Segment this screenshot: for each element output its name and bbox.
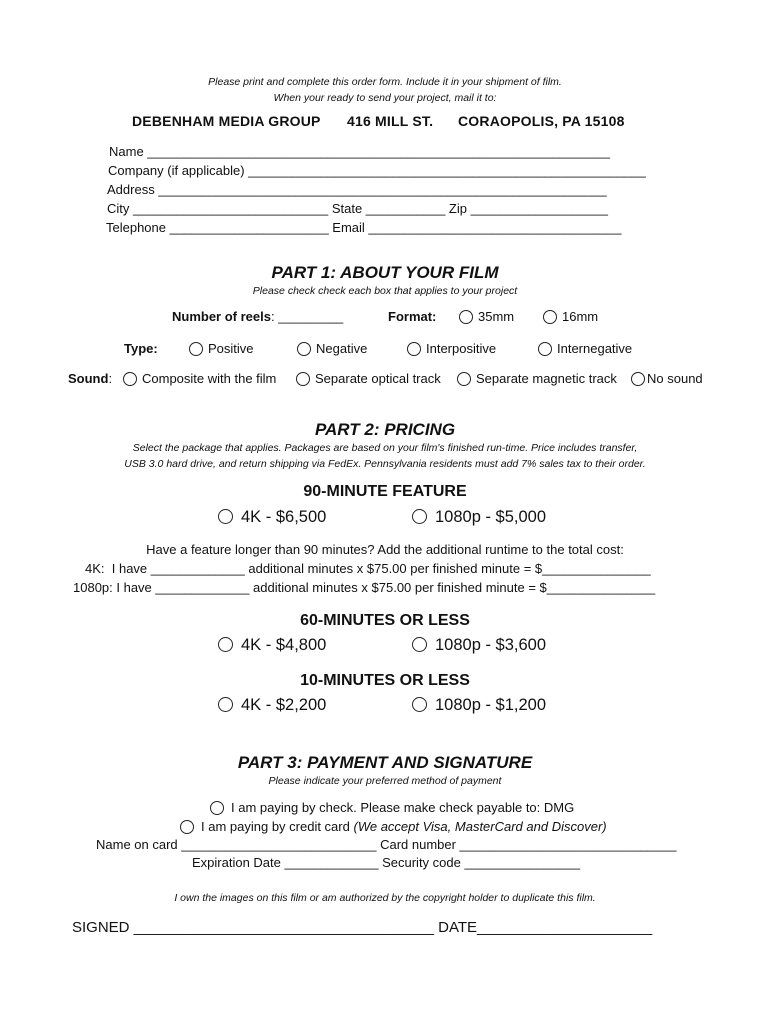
radio-icon[interactable]	[297, 342, 311, 356]
package-90-heading: 90-MINUTE FEATURE	[303, 483, 467, 500]
extra-minutes-1080p-field[interactable]: 1080p: I have _____________ additional minutes x $75.00 per finished minute = $_______________	[73, 580, 656, 595]
format-label: Format:	[388, 309, 437, 324]
pay-by-card-option[interactable]	[180, 819, 607, 835]
part2-title: PART 2: PRICING	[314, 420, 456, 439]
sound-option-none[interactable]	[631, 371, 703, 387]
city-state-zip-field[interactable]: City ___________________________ State ___________ Zip ___________________	[107, 201, 608, 216]
package-10-4k[interactable]	[218, 696, 326, 715]
format-option-label: 35mm	[478, 309, 515, 324]
package-10-heading: 10-MINUTES OR LESS	[300, 672, 470, 689]
address-field[interactable]: Address ______________________________________________________________	[107, 182, 607, 197]
sound-option-composite[interactable]	[123, 371, 276, 387]
street-address: 416 MILL ST.	[347, 113, 434, 129]
sound-label-row	[68, 371, 112, 386]
package-10-1080p[interactable]	[412, 696, 546, 715]
authorization-statement: I own the images on this film or am authorized by the copyright holder to duplicate this film.	[174, 892, 596, 904]
type-option-label: Negative	[316, 341, 368, 356]
part2-subtitle-2: USB 3.0 hard drive, and return shipping via FedEx. Pennsylvania residents must add 7% sales tax to their order.	[124, 458, 646, 470]
type-option-interpositive[interactable]	[407, 341, 496, 357]
price-label: 4K - $6,500	[241, 508, 327, 526]
city-state-zip: CORAOPOLIS, PA 15108	[458, 113, 625, 129]
radio-icon[interactable]	[123, 372, 137, 386]
radio-icon[interactable]	[631, 372, 645, 386]
radio-icon[interactable]	[218, 697, 233, 712]
sound-label: Sound	[68, 371, 109, 386]
part3-title: PART 3: PAYMENT AND SIGNATURE	[237, 753, 533, 772]
format-option-label: 16mm	[562, 309, 599, 324]
radio-icon[interactable]	[218, 637, 233, 652]
radio-icon[interactable]	[412, 509, 427, 524]
radio-icon[interactable]	[180, 820, 194, 834]
price-label: 1080p - $3,600	[435, 636, 547, 654]
price-label: 4K - $4,800	[241, 636, 327, 654]
radio-icon[interactable]	[538, 342, 552, 356]
format-option-35mm[interactable]	[459, 309, 514, 325]
sound-colon: :	[108, 371, 113, 386]
package-90-1080p[interactable]	[412, 508, 546, 527]
part2-subtitle-1: Select the package that applies. Packages are based on your film's finished run-time. Price includes transfer,	[132, 442, 638, 454]
reels-row	[172, 309, 343, 324]
radio-icon[interactable]	[210, 801, 224, 815]
card-expiry-security-field[interactable]: Expiration Date _____________ Security code ________________	[192, 855, 581, 870]
pay-by-check-label: I am paying by check. Please make check payable to: DMG	[231, 800, 575, 815]
part3-subtitle: Please indicate your preferred method of payment	[268, 775, 502, 787]
type-option-positive[interactable]	[189, 341, 254, 357]
longer-feature-question: Have a feature longer than 90 minutes? Add the additional runtime to the total cost:	[146, 542, 624, 557]
type-option-label: Internegative	[557, 341, 633, 356]
sound-option-label: No sound	[647, 371, 703, 386]
radio-icon[interactable]	[459, 310, 473, 324]
pay-by-check-option[interactable]	[210, 800, 574, 816]
intro-line-2: When your ready to send your project, mail it to:	[273, 92, 497, 104]
company-name: DEBENHAM MEDIA GROUP	[132, 113, 321, 129]
package-60-1080p[interactable]	[412, 636, 546, 655]
radio-icon[interactable]	[457, 372, 471, 386]
reels-label: Number of reels	[172, 309, 271, 324]
telephone-email-field[interactable]: Telephone ______________________ Email ___________________________________	[106, 220, 622, 235]
package-60-heading: 60-MINUTES OR LESS	[300, 612, 470, 629]
extra-minutes-4k-field[interactable]: 4K: I have _____________ additional minutes x $75.00 per finished minute = $_______________	[85, 561, 651, 576]
type-option-label: Positive	[208, 341, 254, 356]
package-90-4k[interactable]	[218, 508, 326, 527]
radio-icon[interactable]	[412, 697, 427, 712]
card-details-field[interactable]: Name on card ___________________________ Card number ______________________________	[96, 837, 677, 852]
sound-option-optical[interactable]	[296, 371, 441, 387]
type-option-internegative[interactable]	[538, 341, 632, 357]
package-60-4k[interactable]	[218, 636, 326, 655]
part1-title: PART 1: ABOUT YOUR FILM	[271, 263, 499, 282]
price-label: 4K - $2,200	[241, 696, 327, 714]
price-label: 1080p - $5,000	[435, 508, 547, 526]
sound-option-label: Separate magnetic track	[476, 371, 617, 386]
radio-icon[interactable]	[543, 310, 557, 324]
pay-by-card-label: I am paying by credit card	[201, 819, 350, 834]
radio-icon[interactable]	[407, 342, 421, 356]
type-option-label: Interpositive	[426, 341, 497, 356]
signature-date-line[interactable]: SIGNED ____________________________________ DATE_____________________	[72, 919, 653, 936]
sound-option-label: Separate optical track	[315, 371, 441, 386]
part1-subtitle: Please check check each box that applies to your project	[252, 285, 518, 297]
type-label: Type:	[124, 341, 158, 356]
card-note: (We accept Visa, MasterCard and Discover)	[353, 819, 607, 834]
reels-input[interactable]: : _________	[270, 309, 344, 324]
radio-icon[interactable]	[218, 509, 233, 524]
sound-option-magnetic[interactable]	[457, 371, 617, 387]
radio-icon[interactable]	[296, 372, 310, 386]
format-option-16mm[interactable]	[543, 309, 598, 325]
name-field[interactable]: Name ________________________________________________________________	[109, 144, 611, 159]
radio-icon[interactable]	[412, 637, 427, 652]
radio-icon[interactable]	[189, 342, 203, 356]
price-label: 1080p - $1,200	[435, 696, 547, 714]
type-option-negative[interactable]	[297, 341, 367, 357]
sound-option-label: Composite with the film	[142, 371, 277, 386]
company-field[interactable]: Company (if applicable) _______________________________________________________	[108, 163, 646, 178]
intro-line-1: Please print and complete this order form. Include it in your shipment of film.	[208, 76, 562, 88]
